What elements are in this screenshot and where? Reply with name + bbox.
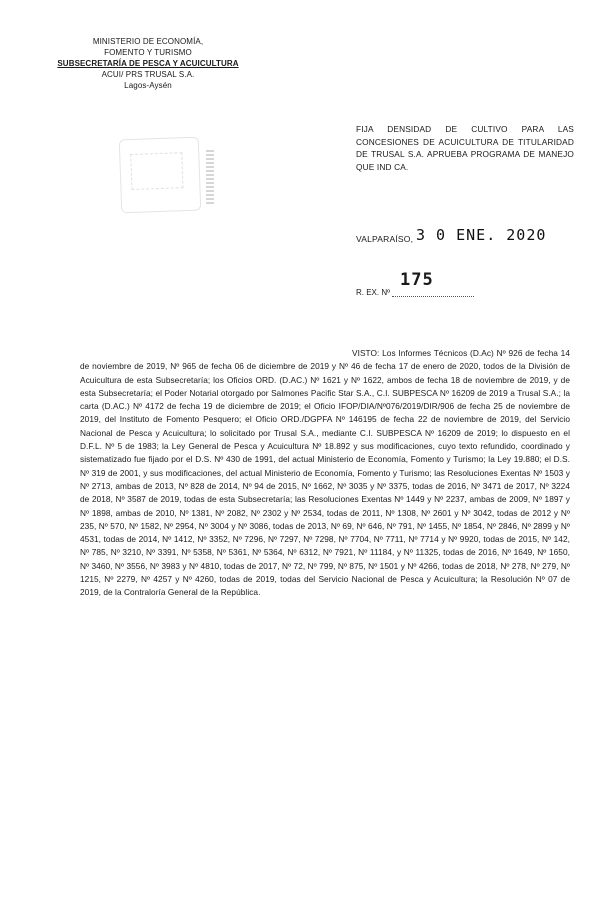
letterhead	[48, 36, 248, 91]
visto-paragraph: VISTO: Los Informes Técnicos (D.Ac) Nº 926 de fecha 14 de noviembre de 2019, Nº 965 de fecha 06 de diciembre de 2019 y Nº 46 de fecha 17 de enero de 2020, todos de la División de Acuicultura de esta Subsecretaría; los Oficios ORD. (D.AC.) Nº 1621 y Nº 1622, ambos de fecha 18 de noviembre de 2019, y de esta Subsecretaría; el Poder Notarial otorgado por Salmones Pacific Star S.A., C.I. SUBPESCA Nº 16209 de 2019 a Trusal S.A.; la carta (D.AC.) Nº 4172 de fecha 19 de diciembre de 2019; el Oficio IFOP/DIA/Nº076/2019/DIR/906 de fecha 25 de noviembre de 2019, del Instituto de Fomento Pesquero; el Oficio ORD./DGPFA Nº 146195 de fecha 22 de noviembre de 2019, del Servicio Nacional de Pesca y Acuicultura; lo solicitado por Trusal S.A., mediante C.I. SUBPESCA Nº 16209 de 2019; lo dispuesto en el D.F.L. Nº 5 de 1983; la Ley General de Pesca y Acuicultura Nº 18.892 y sus modificaciones, cuyo texto refundido, coordinado y sistematizado fue fijado por el D.S. Nº 430 de 1991, del actual Ministerio de Economía, Fomento y Turismo; la Ley 19.880; el D.S. Nº 319 de 2001, y sus modificaciones, del actual Ministerio de Economía, Fomento y Turismo; las Resoluciones Exentas Nº 1503 y Nº 2713, ambas de 2013, Nº 828 de 2014, Nº 94 de 2015, Nº 1662, Nº 3035 y Nº 3375, todas de 2016, Nº 3471 de 2017, Nº 3224 de 2018, Nº 3587 de 2019, todas de esta Subsecretaría; las Resoluciones Exentas Nº 1449 y Nº 2237, ambas de 2009, Nº 1897 y Nº 1898, ambas de 2010, Nº 1381, Nº 2082, Nº 2302 y Nº 2534, todas de 2011, Nº 1308, Nº 2601 y Nº 3042, todas de 2012 y Nº 235, Nº 570, Nº 1582, Nº 2954, Nº 3004 y Nº 3086, todas de 2013, Nº 69, Nº 646, Nº 791, Nº 1455, Nº 1854, Nº 2846, Nº 2899 y Nº 4531, todas de 2014, Nº 1412, Nº 3352, Nº 7296, Nº 7297, Nº 7298, Nº 7704, Nº 7711, Nº 7714 y Nº 9920, todas de 2015, Nº 142, Nº 785, Nº 3210, Nº 3391, Nº 5358, Nº 5361, Nº 5364, Nº 6312, Nº 7921, Nº 11184, y Nº 11325, todas de 2016, Nº 1649, Nº 1650, Nº 3460, Nº 3556, Nº 3983 y Nº 4810, todas de 2017, Nº 72, Nº 799, Nº 875, Nº 1501 y Nº 4266, todas de 2018, Nº 278, Nº 279, Nº 1215, Nº 2279, Nº 4257 y Nº 4260, todas de 2019, todas del Servicio Nacional de Pesca y Acuicultura; la Resolución Nº 07 de 2019, de la Contraloría General de la República.	[80, 348, 570, 598]
ministry-name: MINISTERIO DE ECONOMÍA,	[92, 37, 204, 46]
stamp-inner-box	[130, 152, 183, 190]
resolution-number-line	[356, 270, 576, 300]
dateline	[356, 226, 576, 250]
resolution-number-label: R. EX. Nº	[356, 288, 391, 297]
place-label: VALPARAÍSO,	[356, 234, 414, 244]
dotted-rule	[392, 296, 474, 297]
stamped-date: 3 0 ENE. 2020	[416, 226, 547, 244]
file-reference: ACUI/ PRS TRUSAL S.A.	[101, 70, 195, 79]
resolution-title: FIJA DENSIDAD DE CULTIVO PARA LAS CONCESIONES DE ACUICULTURA DE TITULARIDAD DE TRUSAL S.A. APRUEBA PROGRAMA DE MANEJO QUE IND CA.	[356, 124, 574, 172]
faded-stamp	[119, 137, 202, 214]
resolution-number: 175	[400, 270, 434, 290]
stamp-side-mark	[206, 150, 214, 204]
ministry-subtitle: FOMENTO Y TURISMO	[104, 48, 192, 57]
subsecretariat-name: SUBSECRETARÍA DE PESCA Y ACUICULTURA	[57, 59, 239, 68]
region-label: Lagos-Aysén	[124, 81, 172, 90]
